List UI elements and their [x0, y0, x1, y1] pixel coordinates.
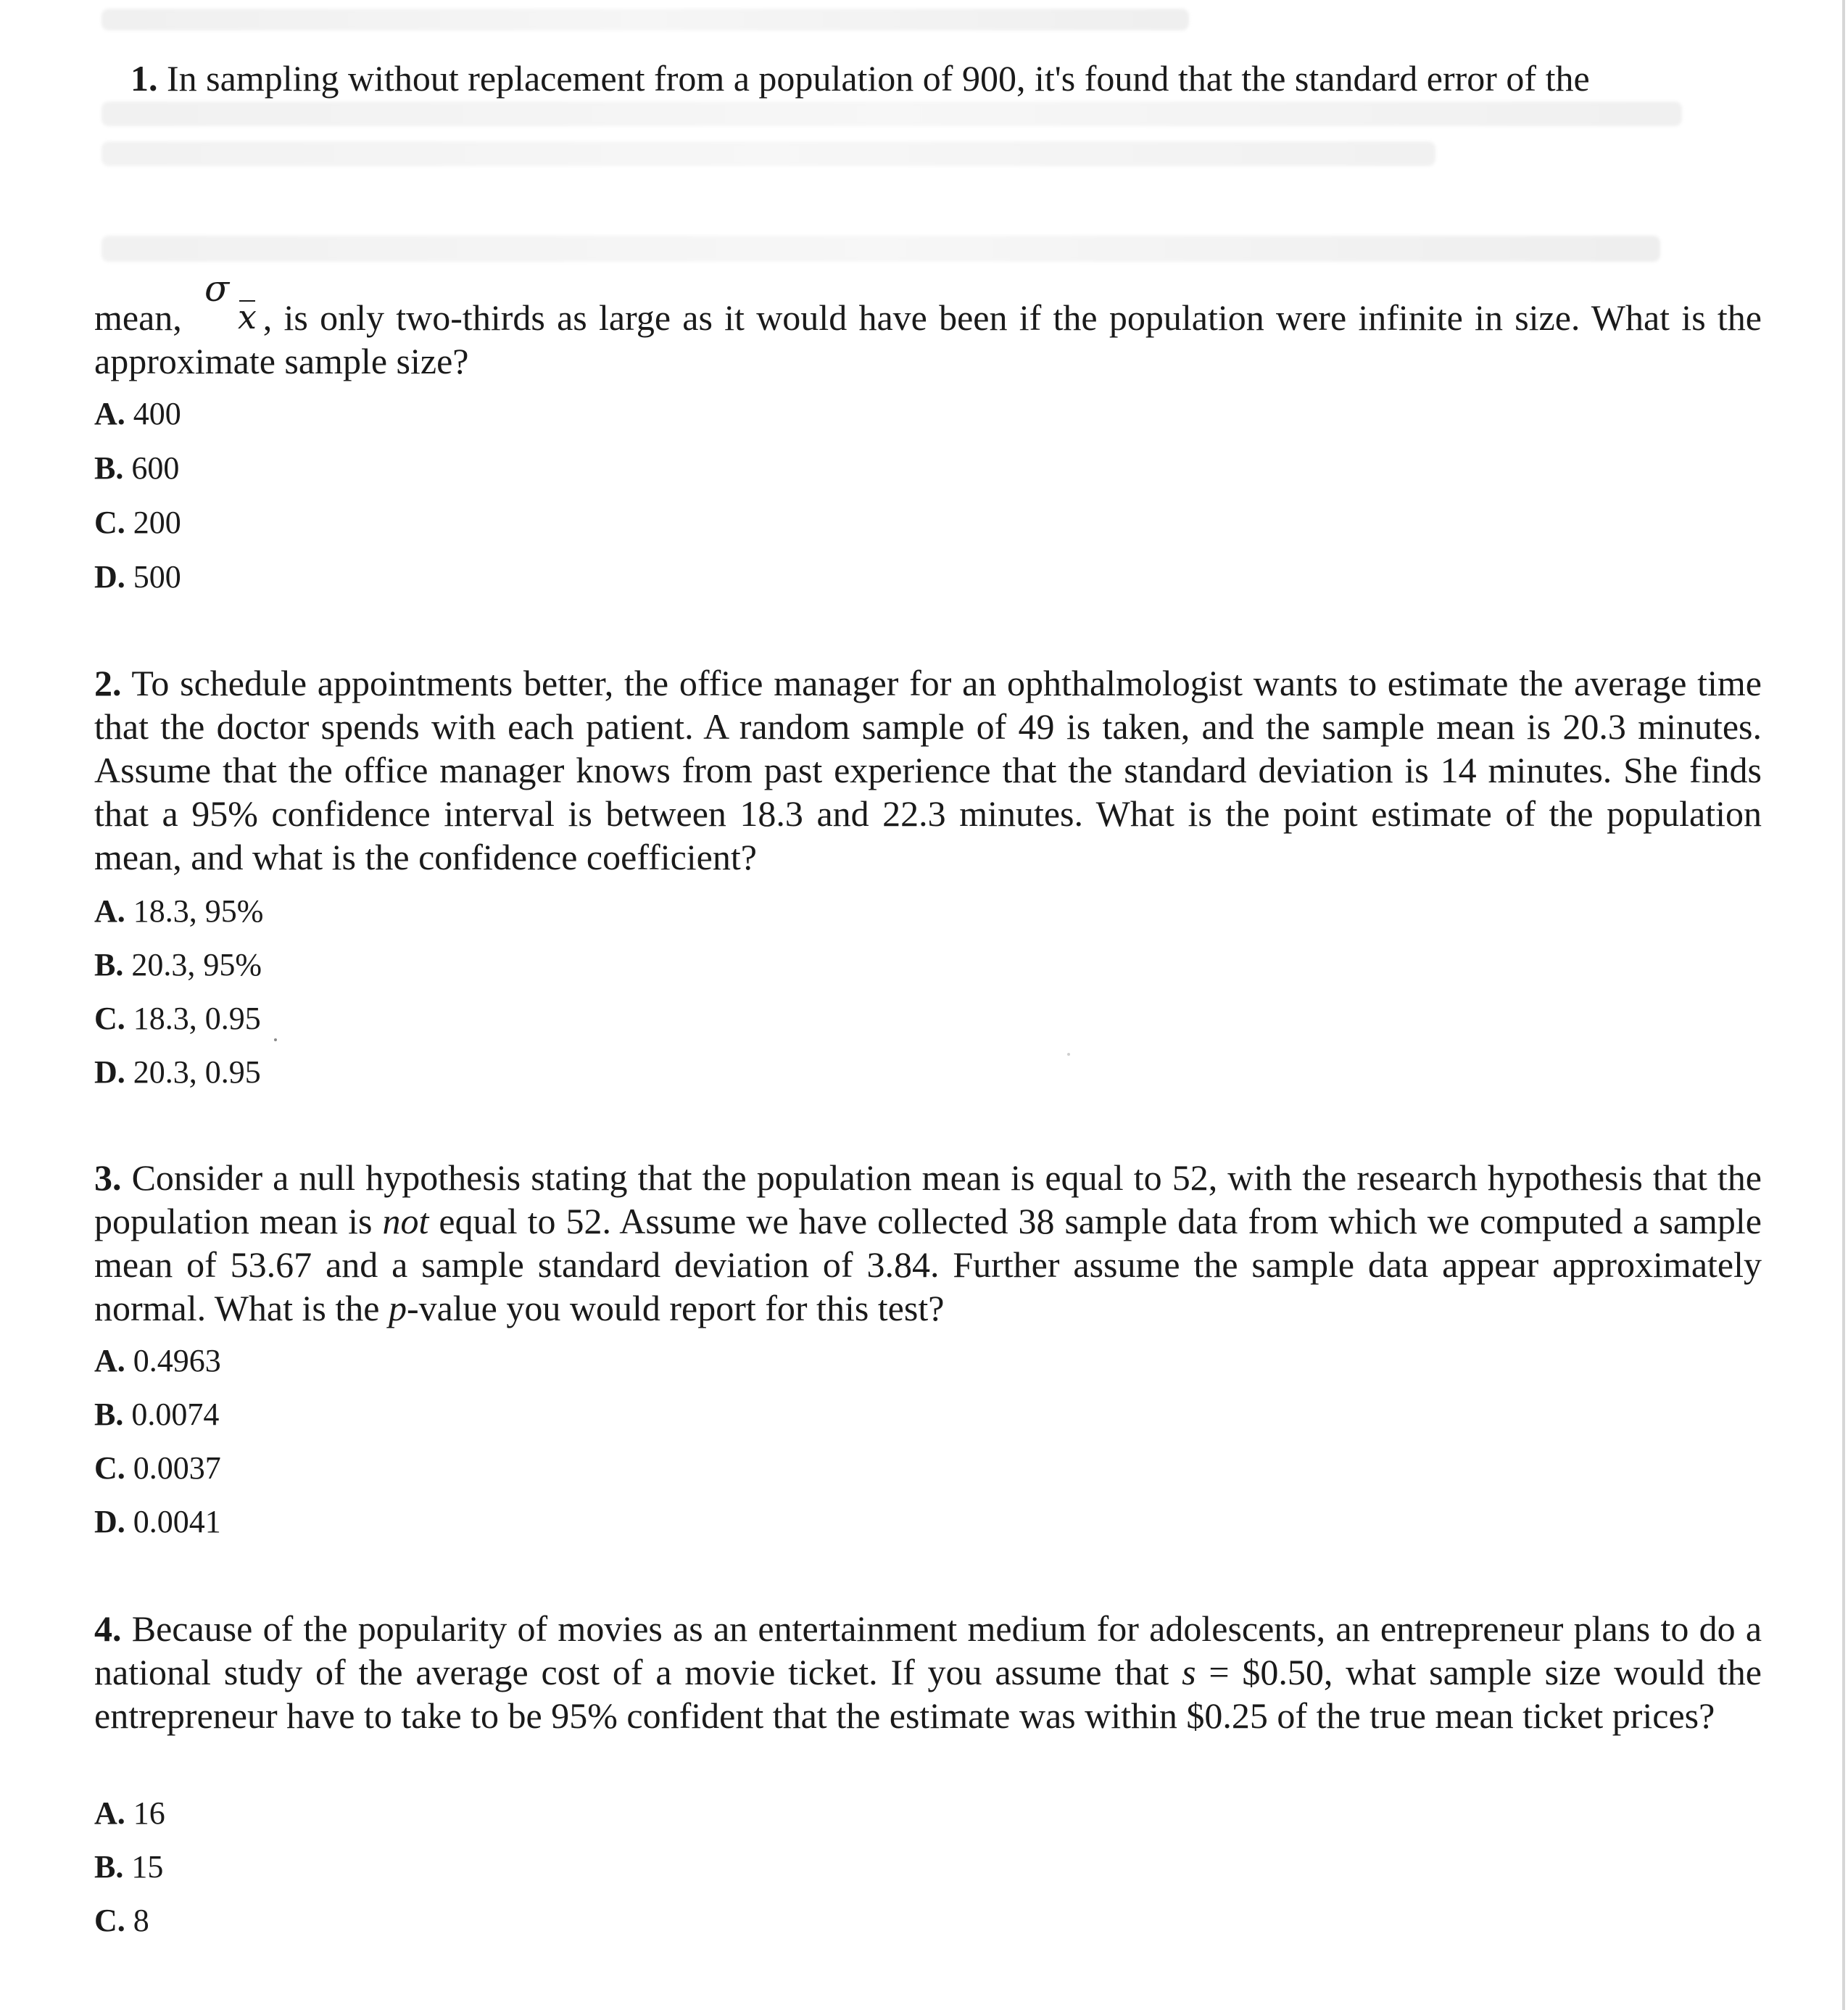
answer-option — [94, 1849, 163, 1885]
question-text: -value you would report for this test? — [406, 1288, 945, 1328]
option-letter: A. — [94, 1343, 125, 1378]
option-letter: C. — [94, 1450, 125, 1486]
option-text: 0.0074 — [131, 1397, 220, 1432]
question-1-line1 — [130, 57, 1762, 100]
option-letter: C. — [94, 1001, 125, 1036]
scan-edge-shadow — [1842, 0, 1845, 2010]
scan-speck — [1067, 1053, 1070, 1056]
bleed-through-mark — [101, 141, 1435, 166]
question-text-lead: mean, — [94, 297, 182, 338]
option-letter: D. — [94, 559, 125, 595]
option-text: 16 — [133, 1795, 165, 1831]
option-letter: B. — [94, 1397, 124, 1432]
answer-option — [94, 893, 263, 930]
answer-option — [94, 1001, 261, 1037]
question-text: , is only two-thirds as large as it would have been if the population were infinite in size. What is the approximate sample size? — [94, 297, 1762, 381]
option-letter: D. — [94, 1504, 125, 1539]
bleed-through-mark — [101, 9, 1189, 30]
option-text: 18.3, 0.95 — [133, 1001, 261, 1036]
option-text: 500 — [133, 559, 181, 595]
s-variable: s — [1182, 1652, 1196, 1692]
option-text: 0.0041 — [133, 1504, 221, 1539]
option-text: 0.4963 — [133, 1343, 221, 1378]
scan-speck — [274, 1038, 277, 1041]
answer-option — [94, 559, 181, 595]
answer-option — [94, 1903, 149, 1939]
option-letter: C. — [94, 1903, 125, 1938]
option-letter: B. — [94, 947, 124, 983]
question-text: To schedule appointments better, the office manager for an ophthalmologist wants to estimate the average time that the doctor spends with each patient. A random sample of 49 is taken, and the sample mean is 20.3 minutes. Assume that the office manager knows from past experience that the standard deviation is 14 minutes. She finds that a 95% confidence interval is between 18.3 and 22.3 minutes. What is the point estimate of the population mean, and what is the confidence coefficient? — [94, 663, 1762, 877]
sigma-symbol: σ — [204, 268, 230, 310]
question-text: Because of the popularity of movies as an entertainment medium for adolescents, an entrepreneur plans to do a national study of the average cost of a movie ticket. If you assume that — [94, 1608, 1762, 1692]
x-subscript: x — [238, 297, 257, 336]
question-text: Consider a null hypothesis stating that the population mean is equal to 52, with the research hypothesis that the population mean is — [94, 1157, 1762, 1241]
question-text: equal to 52. Assume we have collected 38 sample data from which we computed a sample mean of 53.67 and a sample standard deviation of 3.84. Further assume the sample data appear approximately normal. What is the — [94, 1201, 1762, 1328]
option-letter: B. — [94, 450, 124, 486]
option-letter: D. — [94, 1054, 125, 1090]
question-number: 3. — [94, 1157, 122, 1198]
question-text: = $0.50, what sample size would the entrepreneur have to take to be 95% confident that the estimate was within $0.25 of the true mean ticket prices? — [94, 1652, 1762, 1736]
option-letter: A. — [94, 396, 125, 431]
question-2 — [94, 661, 1762, 879]
answer-option — [94, 1504, 221, 1540]
answer-option — [94, 1795, 165, 1832]
answer-option — [94, 396, 181, 432]
option-text: 600 — [131, 450, 180, 486]
question-text: In sampling without replacement from a population of 900, it's found that the standard error of the — [167, 58, 1590, 99]
answer-option — [94, 1343, 221, 1379]
question-4 — [94, 1607, 1762, 1737]
option-letter: C. — [94, 505, 125, 540]
answer-option — [94, 450, 179, 487]
question-number: 2. — [94, 663, 122, 703]
option-text: 15 — [131, 1849, 164, 1885]
answer-option — [94, 947, 262, 983]
option-text: 200 — [133, 505, 181, 540]
option-text: 0.0037 — [133, 1450, 221, 1486]
option-letter: B. — [94, 1849, 124, 1885]
option-letter: A. — [94, 1795, 125, 1831]
question-3 — [94, 1156, 1762, 1330]
answer-option — [94, 1450, 221, 1486]
option-letter: A. — [94, 893, 125, 929]
question-number: 1. — [130, 58, 158, 99]
option-text: 400 — [133, 396, 181, 431]
bleed-through-mark — [101, 102, 1682, 126]
answer-option — [94, 1054, 261, 1091]
option-text: 8 — [133, 1903, 149, 1938]
answer-option — [94, 1397, 219, 1433]
bleed-through-mark — [101, 236, 1660, 262]
p-variable: p — [388, 1288, 407, 1328]
option-text: 20.3, 95% — [131, 947, 262, 983]
option-text: 20.3, 0.95 — [133, 1054, 261, 1090]
question-1-line2 — [94, 296, 1762, 383]
answer-option — [94, 505, 181, 541]
emphasis-not: not — [382, 1201, 429, 1241]
question-number: 4. — [94, 1608, 122, 1649]
option-text: 18.3, 95% — [133, 893, 264, 929]
